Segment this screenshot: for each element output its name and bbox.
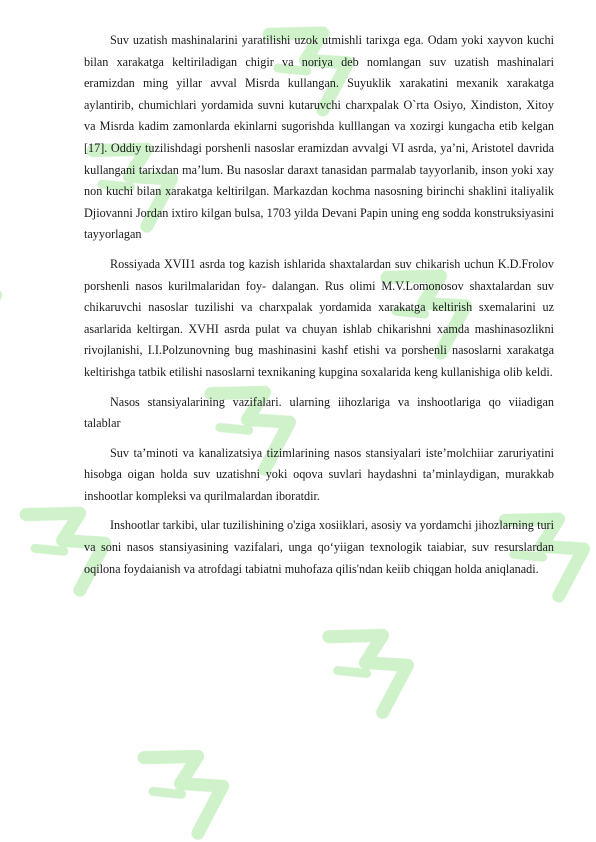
- watermark-logo-icon: [322, 610, 422, 721]
- watermark-logo-icon: [137, 731, 237, 842]
- paragraph-russia-history: Rossiyada XVII1 asrda tog kazish ishlarida shaxtalardan suv chikarish uchun K.D.Frolov porshenli nasos kurilmalaridan foy- dalangan. Rus olimi M.V.Lomonosov shaxtalardan suv chikaruvchi nasoslar tuzilishi va charxpalak yordamida xarakatga keltirish sxemalarini uz asarlarida keltirgan. XVHI asrda pulat va chuyan ishlab chikarishni xamda mashinasozlikni rivojlanishi, I.I.Polzunovning bug mashinasini kashf etishi va porshenli nasoslarni xarakatga keltirishga tatbik etilishi nasoslarni texnikaning kupgina soxalarida keng kullanishiga olib keldi.: [84, 256, 554, 379]
- paragraph-pump-history: Suv uzatish mashinalarini yaratilishi uzok utmishli tarixga ega. Odam yoki xayvon kuchi bilan xarakatga keltiriladigan chigir va noriya deb nomlangan suv uzatish mashinalari eramizdan ming yillar avval Misrda kullangan. Suyuklik xarakatini mexanik xarakatga aylantirib, chumichlari yordamida suvni kutaruvchi charxpalak O`rta Osiyo, Xindiston, Xitoy va Misrda kadim zamonlarda ekinlarni sugorishda kulllangan va xozirgi kungacha etib kelgan [17]. Oddiy tuzilishdagi porshenli nasoslar eramizdan avvalgi VI asrda, ya’ni, Aristotel davrida kullangani tarixdan ma’lum. Bu nasoslar daraxt tanasidan parmalab tayyorlanib, inson yoki xay non kuchi bilan xarakatga keltirilgan. Markazdan kochma nasosning birinchi shaklini italiyalik Djiovanni Jordan ixtiro kilgan bulsa, 1703 yilda Devani Papin uning eng sodda konstruksiyasini tayyorlagan: [84, 33, 554, 242]
- watermark-logo-icon: [0, 241, 10, 352]
- document-body: [84, 30, 554, 588]
- paragraph-facility-composition: Inshootlar tarkibi, ular tuzilishining o'ziga xosiiklari, asosiy va yordamchi jihozlarning turi va soni nasos stansiyasining vazifalari, unga qo‘yiigan texnologik taiabiar, suv resurslardan oqilona foydaianish va atrofdagi tabiatni muhofaza qilis'ndan keiib chiqgan holda aniqlanadi.: [84, 518, 554, 576]
- paragraph-pump-station-definition: Suv ta’minoti va kanalizatsiya tizimlarining nasos stansiyalari iste’molchiiar zaruriyatini hisobga oigan holda suv uzatishni yoki oqova suvlari haydashni ta’minlaydigan, murakkab inshootlar kompleksi va qurilmalardan iboratdir.: [84, 445, 554, 503]
- paragraph-section-heading: Nasos stansiyalarining vazifalari. ularning iihozlariga va inshootlariga qo viiadigan talablar: [84, 394, 554, 431]
